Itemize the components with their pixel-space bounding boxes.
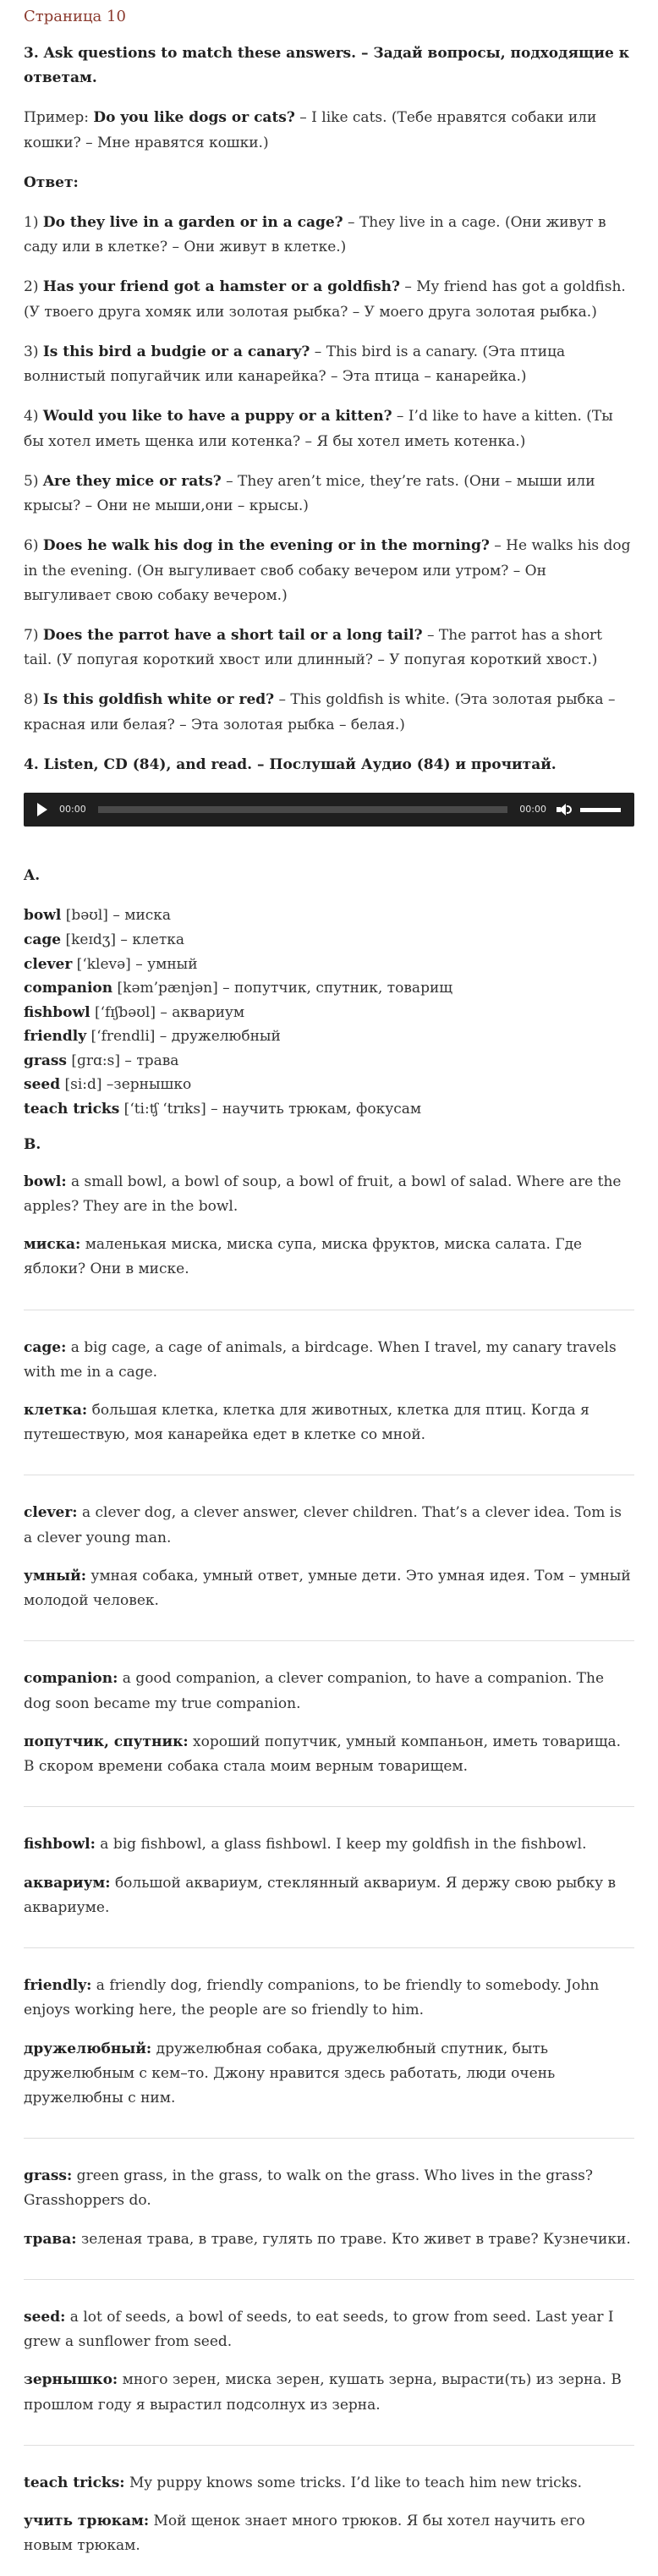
entry-word: клетка:	[24, 1401, 88, 1419]
entry-teach-tricks	[24, 2446, 634, 2576]
page-content	[0, 5, 658, 2576]
entry-ru	[24, 2227, 634, 2252]
entry-en	[24, 1832, 634, 1857]
answer-text: – They live in a cage. (Они живут в саду или в клетке? – Они живут в клетке.)	[24, 213, 606, 256]
answer-number: 8)	[24, 691, 43, 709]
entry-text: много зерен, миска зерен, кушать зерна, вырасти(ть) из зерна. В прошлом году я вырастил подсолнух из зерна.	[24, 2371, 622, 2414]
exercise-3-title: 3. Ask questions to match these answers. – Задай вопросы, подходящие к ответам.	[24, 44, 630, 87]
exercise-4-title: 4. Listen, CD (84), and read. – Послушай Аудио (84) и прочитай.	[24, 755, 557, 773]
vocab-word: clever	[24, 955, 73, 973]
play-icon[interactable]	[37, 803, 47, 816]
entry-word: умный:	[24, 1567, 87, 1585]
answer-item	[24, 404, 634, 453]
answer-text: – I’d like to have a kitten. (Ты бы хотел иметь щенка или котенка? – Я бы хотел иметь котенка.)	[24, 408, 613, 450]
vocab-item	[24, 1073, 634, 1097]
entry-grass	[24, 2139, 634, 2279]
entry-word: grass:	[24, 2167, 73, 2185]
entry-text: a small bowl, a bowl of soup, a bowl of fruit, a bowl of salad. Where are the apples? They are in the bowl.	[24, 1173, 622, 1215]
entry-word: teach tricks:	[24, 2474, 125, 2491]
entry-en	[24, 2471, 634, 2496]
answer-question: Do they live in a garden or in a cage?	[42, 213, 343, 231]
answer-number: 2)	[24, 278, 43, 296]
entry-en	[24, 1170, 634, 1219]
entry-cage	[24, 1310, 634, 1475]
answer-item	[24, 340, 634, 389]
entry-text: большой аквариум, стеклянный аквариум. Я держу свою рыбку в аквариуме.	[24, 1874, 617, 1916]
entry-text: Мой щенок знает много трюков. Я бы хотел научить его новым трюкам.	[24, 2513, 585, 2555]
vocab-translation: [‘ti:ʧ ‘trɪks] – научить трюкам, фокусам	[119, 1100, 422, 1118]
answers-list	[24, 211, 634, 738]
vocab-word: bowl	[24, 907, 62, 925]
vocab-translation: [si:d] –зернышко	[60, 1076, 192, 1094]
answer-number: 7)	[24, 627, 43, 645]
entry-text: умная собака, умный ответ, умные дети. Это умная идея. Том – умный молодой человек.	[24, 1567, 631, 1610]
volume-slider[interactable]	[580, 808, 621, 812]
vocab-translation: [ɡrɑ:s] – трава	[67, 1052, 179, 1069]
entry-ru	[24, 1564, 634, 1613]
answer-text: – He walks his dog in the evening. (Он выгуливает своб собаку вечером или утром? – Он выгуливает свою собаку вечером.)	[24, 537, 631, 604]
vocabulary-list	[24, 904, 634, 1121]
vocab-word: seed	[24, 1076, 61, 1094]
seek-bar[interactable]	[98, 806, 508, 813]
entry-en	[24, 1667, 634, 1716]
vocab-translation: [keɪdʒ] – клетка	[61, 931, 184, 948]
answer-number: 3)	[24, 343, 43, 360]
answer-question: Is this goldfish white or red?	[42, 691, 275, 709]
entry-word: попутчик, спутник:	[24, 1733, 189, 1750]
answer-text: – This goldfish is white. (Эта золотая рыбка – красная или белая? – Эта золотая рыбка – белая.)	[24, 691, 616, 733]
vocab-translation: [‘klevə] – умный	[72, 955, 198, 973]
entry-en	[24, 1974, 634, 2023]
vocab-word: cage	[24, 931, 62, 948]
entry-text: a big fishbowl, a glass fishbowl. I keep my goldfish in the fishbowl.	[95, 1836, 587, 1854]
vocab-item	[24, 904, 634, 928]
entry-word: fishbowl:	[24, 1836, 96, 1854]
entry-fishbowl	[24, 1807, 634, 1947]
section-b-entries	[24, 1170, 634, 2576]
answer-number: 6)	[24, 537, 43, 555]
entry-word: зернышко:	[24, 2371, 118, 2389]
vocab-translation: [kəm’pænjən] – попутчик, спутник, товарищ	[112, 980, 453, 997]
entry-word: clever:	[24, 1504, 78, 1522]
entry-text: a big cage, a cage of animals, a birdcage. When I travel, my canary travels with me in a cage.	[24, 1338, 617, 1381]
entry-text: большая клетка, клетка для животных, клетка для птиц. Когда я путешествую, моя канарейка едет в клетке со мной.	[24, 1401, 589, 1444]
entry-en	[24, 1336, 634, 1385]
entry-text: маленькая миска, миска супа, миска фруктов, миска салата. Где яблоки? Они в миске.	[24, 1236, 583, 1278]
answer-question: Does the parrot have a short tail or a long tail?	[42, 627, 423, 645]
section-b-heading: B.	[24, 1136, 41, 1154]
answer-number: 5)	[24, 472, 43, 490]
answer-question: Has your friend got a hamster or a goldfish?	[42, 278, 400, 296]
entry-text: a good companion, a clever companion, to have a companion. The dog soon became my true companion.	[24, 1670, 605, 1712]
entry-text: зеленая трава, в траве, гулять по траве. Кто живет в траве? Кузнечики.	[76, 2230, 631, 2248]
entry-en	[24, 2164, 634, 2213]
answer-item	[24, 534, 634, 608]
example-rest: – I like cats. (Тебе нравятся собаки или кошки? – Мне нравятся кошки.)	[24, 109, 597, 151]
entry-ru	[24, 1730, 634, 1779]
answer-number: 1)	[24, 213, 43, 231]
answer-question: Would you like to have a puppy or a kitten?	[42, 408, 392, 426]
entry-text: My puppy knows some tricks. I’d like to teach him new tricks.	[124, 2474, 583, 2491]
entry-friendly	[24, 1948, 634, 2138]
vocab-word: teach tricks	[24, 1100, 120, 1118]
answer-question: Does he walk his dog in the evening or in the morning?	[42, 537, 490, 555]
vocab-item	[24, 1001, 634, 1025]
entry-text: хороший попутчик, умный компаньон, иметь товарища. В скором времени собака стала моим верным товарищем.	[24, 1733, 622, 1776]
answer-text: – This bird is a canary. (Эта птица волнистый попугайчик или канарейка? – Эта птица – канарейка.)	[24, 343, 566, 386]
answer-label: Ответ:	[24, 173, 79, 191]
vocab-word: friendly	[24, 1028, 87, 1046]
entry-word: seed:	[24, 2308, 66, 2326]
vocab-item	[24, 1049, 634, 1074]
vocab-item	[24, 953, 634, 977]
entry-word: дружелюбный:	[24, 2040, 152, 2057]
entry-clever	[24, 1475, 634, 1640]
vocab-word: grass	[24, 1052, 67, 1069]
section-a-heading: A.	[24, 867, 41, 885]
example-question: Do you like dogs or cats?	[93, 109, 295, 127]
duration-time: 00:00	[519, 803, 546, 815]
entry-ru	[24, 2368, 634, 2417]
answer-item	[24, 623, 634, 673]
current-time: 00:00	[59, 803, 86, 815]
answer-item	[24, 688, 634, 737]
answer-text: – The parrot has a short tail. (У попугая короткий хвост или длинный? – У попугая короткий хвост.)	[24, 627, 603, 669]
vocab-item	[24, 976, 634, 1001]
answer-item	[24, 470, 634, 519]
entry-word: учить трюкам:	[24, 2513, 150, 2530]
answer-item	[24, 275, 634, 324]
entry-companion	[24, 1641, 634, 1806]
entry-text: a clever dog, a clever answer, clever children. That’s a clever idea. Tom is a clever young man.	[24, 1504, 622, 1546]
entry-word: cage:	[24, 1338, 67, 1356]
example-prefix: Пример:	[24, 109, 94, 127]
entry-ru	[24, 2509, 634, 2558]
volume-icon[interactable]	[557, 803, 572, 816]
answer-number: 4)	[24, 408, 43, 426]
entry-en	[24, 1501, 634, 1550]
answer-text: – They aren’t mice, they’re rats. (Они – мыши или крысы? – Они не мыши,они – крысы.)	[24, 472, 595, 515]
entry-ru	[24, 1233, 634, 1282]
answer-item	[24, 211, 634, 260]
entry-en	[24, 2305, 634, 2354]
answer-question: Are they mice or rats?	[42, 472, 222, 490]
vocab-translation: [‘frendli] – дружелюбный	[86, 1028, 281, 1046]
entry-text: green grass, in the grass, to walk on the grass. Who lives in the grass? Grasshoppers do.	[24, 2167, 593, 2210]
entry-ru	[24, 1871, 634, 1920]
page-link[interactable]: Страница 10	[24, 8, 126, 25]
entry-bowl	[24, 1170, 634, 1310]
entry-word: миска:	[24, 1236, 81, 1254]
vocab-item	[24, 1024, 634, 1049]
entry-ru	[24, 2037, 634, 2112]
entry-word: friendly:	[24, 1977, 92, 1995]
vocab-word: companion	[24, 980, 113, 997]
vocab-translation: [‘fɪʃbəʊl] – аквариум	[90, 1003, 245, 1021]
entry-text: дружелюбная собака, дружелюбный спутник, быть дружелюбным с кем–то. Джону нравится здесь работать, люди очень дружелюбны с ним.	[24, 2040, 556, 2106]
vocab-word: fishbowl	[24, 1003, 90, 1021]
vocab-item	[24, 1097, 634, 1122]
vocab-item	[24, 928, 634, 953]
entry-seed	[24, 2280, 634, 2445]
entry-text: a lot of seeds, a bowl of seeds, to eat seeds, to grow from seed. Last year I grew a sunflower from seed.	[24, 2308, 614, 2351]
entry-word: аквариум:	[24, 1874, 111, 1892]
entry-word: companion:	[24, 1670, 118, 1688]
audio-player	[24, 793, 634, 827]
answer-question: Is this bird a budgie or a canary?	[42, 343, 310, 360]
answer-text: – My friend has got a goldfish. (У твоего друга хомяк или золотая рыбка? – У моего друга золотая рыбка.)	[24, 278, 626, 321]
entry-text: a friendly dog, friendly companions, to be friendly to somebody. John enjoys working here, the people are so friendly to him.	[24, 1977, 600, 2019]
entry-ru	[24, 1398, 634, 1447]
vocab-translation: [bəʊl] – миска	[61, 907, 172, 925]
exercise-3-example	[24, 106, 634, 155]
entry-word: bowl:	[24, 1173, 67, 1190]
entry-word: трава:	[24, 2230, 77, 2248]
